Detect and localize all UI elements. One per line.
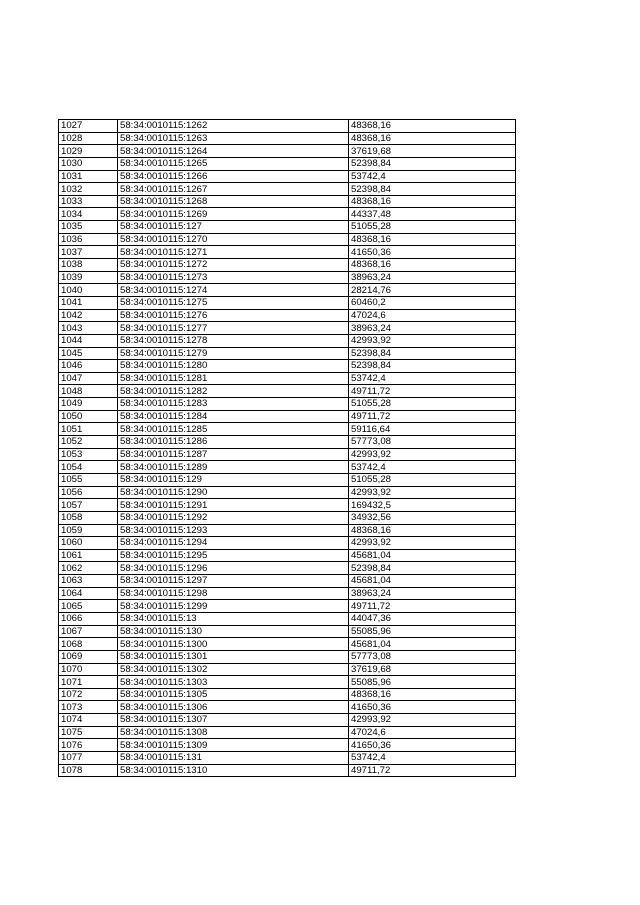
table-row (59, 284, 516, 297)
table-row (59, 259, 516, 272)
row-number-cell: 1063 (59, 575, 118, 588)
table-row (59, 145, 516, 158)
cadastral-number-cell: 58:34:0010115:1265 (118, 157, 349, 170)
table-row (59, 208, 516, 221)
table-row (59, 739, 516, 752)
row-number-cell: 1055 (59, 473, 118, 486)
cadastral-number-cell: 58:34:0010115:1293 (118, 524, 349, 537)
table-row (59, 221, 516, 234)
value-cell: 41650,36 (349, 701, 516, 714)
table-row (59, 473, 516, 486)
value-cell: 42993,92 (349, 334, 516, 347)
cadastral-number-cell: 58:34:0010115:1270 (118, 233, 349, 246)
value-cell: 52398,84 (349, 562, 516, 575)
cadastral-number-cell: 58:34:0010115:1302 (118, 663, 349, 676)
value-cell: 38963,24 (349, 587, 516, 600)
row-number-cell: 1036 (59, 233, 118, 246)
value-cell: 52398,84 (349, 360, 516, 373)
row-number-cell: 1046 (59, 360, 118, 373)
cadastral-number-cell: 58:34:0010115:1282 (118, 385, 349, 398)
value-cell: 52398,84 (349, 183, 516, 196)
table-row (59, 612, 516, 625)
data-table-body (59, 120, 516, 777)
cadastral-number-cell: 58:34:0010115:1295 (118, 549, 349, 562)
cadastral-number-cell: 58:34:0010115:1276 (118, 309, 349, 322)
value-cell: 49711,72 (349, 385, 516, 398)
table-row (59, 322, 516, 335)
value-cell: 51055,28 (349, 473, 516, 486)
value-cell: 44047,36 (349, 612, 516, 625)
value-cell: 48368,16 (349, 120, 516, 133)
table-row (59, 398, 516, 411)
row-number-cell: 1038 (59, 259, 118, 272)
cadastral-number-cell: 58:34:0010115:1289 (118, 461, 349, 474)
row-number-cell: 1074 (59, 714, 118, 727)
table-row (59, 638, 516, 651)
table-row (59, 436, 516, 449)
row-number-cell: 1041 (59, 296, 118, 309)
cadastral-number-cell: 58:34:0010115:1268 (118, 195, 349, 208)
table-row (59, 385, 516, 398)
table-row (59, 549, 516, 562)
cadastral-number-cell: 58:34:0010115:1263 (118, 132, 349, 145)
row-number-cell: 1035 (59, 221, 118, 234)
value-cell: 49711,72 (349, 410, 516, 423)
row-number-cell: 1068 (59, 638, 118, 651)
value-cell: 49711,72 (349, 764, 516, 777)
table-row (59, 360, 516, 373)
value-cell: 38963,24 (349, 322, 516, 335)
value-cell: 51055,28 (349, 221, 516, 234)
row-number-cell: 1050 (59, 410, 118, 423)
table-row (59, 246, 516, 259)
cadastral-number-cell: 58:34:0010115:1272 (118, 259, 349, 272)
table-row (59, 575, 516, 588)
table-row (59, 625, 516, 638)
table-row (59, 688, 516, 701)
cadastral-number-cell: 58:34:0010115:1262 (118, 120, 349, 133)
table-row (59, 726, 516, 739)
value-cell: 42993,92 (349, 448, 516, 461)
row-number-cell: 1075 (59, 726, 118, 739)
table-row (59, 650, 516, 663)
cadastral-number-cell: 58:34:0010115:1280 (118, 360, 349, 373)
table-row (59, 347, 516, 360)
row-number-cell: 1034 (59, 208, 118, 221)
row-number-cell: 1066 (59, 612, 118, 625)
row-number-cell: 1077 (59, 752, 118, 765)
table-row (59, 448, 516, 461)
table-row (59, 701, 516, 714)
cadastral-number-cell: 58:34:0010115:127 (118, 221, 349, 234)
value-cell: 53742,4 (349, 372, 516, 385)
row-number-cell: 1064 (59, 587, 118, 600)
cadastral-number-cell: 58:34:0010115:1275 (118, 296, 349, 309)
table-row (59, 499, 516, 512)
row-number-cell: 1057 (59, 499, 118, 512)
table-row (59, 120, 516, 133)
value-cell: 34932,56 (349, 511, 516, 524)
table-row (59, 587, 516, 600)
cadastral-number-cell: 58:34:0010115:1301 (118, 650, 349, 663)
cadastral-number-cell: 58:34:0010115:1299 (118, 600, 349, 613)
value-cell: 45681,04 (349, 549, 516, 562)
value-cell: 42993,92 (349, 486, 516, 499)
value-cell: 41650,36 (349, 246, 516, 259)
table-row (59, 183, 516, 196)
table-row (59, 195, 516, 208)
value-cell: 38963,24 (349, 271, 516, 284)
cadastral-number-cell: 58:34:0010115:129 (118, 473, 349, 486)
table-row (59, 562, 516, 575)
cadastral-number-cell: 58:34:0010115:130 (118, 625, 349, 638)
row-number-cell: 1049 (59, 398, 118, 411)
cadastral-number-cell: 58:34:0010115:1308 (118, 726, 349, 739)
row-number-cell: 1027 (59, 120, 118, 133)
cadastral-number-cell: 58:34:0010115:1305 (118, 688, 349, 701)
cadastral-number-cell: 58:34:0010115:1306 (118, 701, 349, 714)
cadastral-number-cell: 58:34:0010115:1286 (118, 436, 349, 449)
value-cell: 44337,48 (349, 208, 516, 221)
row-number-cell: 1067 (59, 625, 118, 638)
row-number-cell: 1032 (59, 183, 118, 196)
value-cell: 48368,16 (349, 688, 516, 701)
table-row (59, 170, 516, 183)
row-number-cell: 1033 (59, 195, 118, 208)
value-cell: 53742,4 (349, 752, 516, 765)
cadastral-number-cell: 58:34:0010115:1309 (118, 739, 349, 752)
row-number-cell: 1043 (59, 322, 118, 335)
value-cell: 59116,64 (349, 423, 516, 436)
row-number-cell: 1047 (59, 372, 118, 385)
value-cell: 42993,92 (349, 714, 516, 727)
cadastral-number-cell: 58:34:0010115:1300 (118, 638, 349, 651)
row-number-cell: 1061 (59, 549, 118, 562)
cadastral-number-cell: 58:34:0010115:1264 (118, 145, 349, 158)
cadastral-number-cell: 58:34:0010115:1310 (118, 764, 349, 777)
table-row (59, 537, 516, 550)
row-number-cell: 1071 (59, 676, 118, 689)
row-number-cell: 1028 (59, 132, 118, 145)
table-row (59, 132, 516, 145)
value-cell: 53742,4 (349, 461, 516, 474)
value-cell: 48368,16 (349, 195, 516, 208)
row-number-cell: 1065 (59, 600, 118, 613)
table-row (59, 752, 516, 765)
cadastral-number-cell: 58:34:0010115:1296 (118, 562, 349, 575)
table-row (59, 764, 516, 777)
row-number-cell: 1042 (59, 309, 118, 322)
cadastral-number-cell: 58:34:0010115:1267 (118, 183, 349, 196)
cadastral-number-cell: 58:34:0010115:1297 (118, 575, 349, 588)
row-number-cell: 1058 (59, 511, 118, 524)
cadastral-number-cell: 58:34:0010115:1284 (118, 410, 349, 423)
cadastral-number-cell: 58:34:0010115:1298 (118, 587, 349, 600)
value-cell: 57773,08 (349, 436, 516, 449)
value-cell: 169432,5 (349, 499, 516, 512)
row-number-cell: 1059 (59, 524, 118, 537)
value-cell: 48368,16 (349, 524, 516, 537)
table-row (59, 271, 516, 284)
row-number-cell: 1060 (59, 537, 118, 550)
table-row (59, 714, 516, 727)
table-row (59, 157, 516, 170)
table-row (59, 486, 516, 499)
cadastral-number-cell: 58:34:0010115:131 (118, 752, 349, 765)
row-number-cell: 1070 (59, 663, 118, 676)
value-cell: 48368,16 (349, 233, 516, 246)
table-row (59, 410, 516, 423)
row-number-cell: 1029 (59, 145, 118, 158)
value-cell: 51055,28 (349, 398, 516, 411)
row-number-cell: 1062 (59, 562, 118, 575)
cadastral-number-cell: 58:34:0010115:1290 (118, 486, 349, 499)
value-cell: 57773,08 (349, 650, 516, 663)
value-cell: 60460,2 (349, 296, 516, 309)
table-row (59, 233, 516, 246)
row-number-cell: 1076 (59, 739, 118, 752)
cadastral-number-cell: 58:34:0010115:1292 (118, 511, 349, 524)
table-row (59, 296, 516, 309)
cadastral-number-cell: 58:34:0010115:1277 (118, 322, 349, 335)
value-cell: 47024,6 (349, 309, 516, 322)
value-cell: 42993,92 (349, 537, 516, 550)
row-number-cell: 1053 (59, 448, 118, 461)
value-cell: 45681,04 (349, 638, 516, 651)
cadastral-number-cell: 58:34:0010115:1294 (118, 537, 349, 550)
row-number-cell: 1040 (59, 284, 118, 297)
cadastral-number-cell: 58:34:0010115:1283 (118, 398, 349, 411)
cadastral-number-cell: 58:34:0010115:13 (118, 612, 349, 625)
row-number-cell: 1056 (59, 486, 118, 499)
row-number-cell: 1044 (59, 334, 118, 347)
value-cell: 41650,36 (349, 739, 516, 752)
row-number-cell: 1054 (59, 461, 118, 474)
row-number-cell: 1052 (59, 436, 118, 449)
cadastral-number-cell: 58:34:0010115:1266 (118, 170, 349, 183)
table-row (59, 524, 516, 537)
row-number-cell: 1048 (59, 385, 118, 398)
table-row (59, 600, 516, 613)
row-number-cell: 1037 (59, 246, 118, 259)
cadastral-number-cell: 58:34:0010115:1279 (118, 347, 349, 360)
row-number-cell: 1051 (59, 423, 118, 436)
value-cell: 52398,84 (349, 347, 516, 360)
row-number-cell: 1030 (59, 157, 118, 170)
value-cell: 47024,6 (349, 726, 516, 739)
value-cell: 48368,16 (349, 132, 516, 145)
value-cell: 37619,68 (349, 145, 516, 158)
cadastral-number-cell: 58:34:0010115:1273 (118, 271, 349, 284)
cadastral-number-cell: 58:34:0010115:1274 (118, 284, 349, 297)
row-number-cell: 1045 (59, 347, 118, 360)
cadastral-number-cell: 58:34:0010115:1271 (118, 246, 349, 259)
cadastral-number-cell: 58:34:0010115:1281 (118, 372, 349, 385)
cadastral-number-cell: 58:34:0010115:1269 (118, 208, 349, 221)
row-number-cell: 1039 (59, 271, 118, 284)
value-cell: 48368,16 (349, 259, 516, 272)
row-number-cell: 1073 (59, 701, 118, 714)
table-row (59, 423, 516, 436)
row-number-cell: 1069 (59, 650, 118, 663)
table-row (59, 461, 516, 474)
table-row (59, 663, 516, 676)
cadastral-number-cell: 58:34:0010115:1285 (118, 423, 349, 436)
value-cell: 28214,76 (349, 284, 516, 297)
table-row (59, 309, 516, 322)
row-number-cell: 1072 (59, 688, 118, 701)
row-number-cell: 1078 (59, 764, 118, 777)
table-row (59, 372, 516, 385)
value-cell: 45681,04 (349, 575, 516, 588)
data-table (58, 119, 516, 777)
value-cell: 49711,72 (349, 600, 516, 613)
cadastral-number-cell: 58:34:0010115:1278 (118, 334, 349, 347)
cadastral-number-cell: 58:34:0010115:1291 (118, 499, 349, 512)
table-row (59, 511, 516, 524)
value-cell: 52398,84 (349, 157, 516, 170)
value-cell: 55085,96 (349, 676, 516, 689)
value-cell: 55085,96 (349, 625, 516, 638)
value-cell: 37619,68 (349, 663, 516, 676)
value-cell: 53742,4 (349, 170, 516, 183)
table-row (59, 676, 516, 689)
row-number-cell: 1031 (59, 170, 118, 183)
cadastral-number-cell: 58:34:0010115:1303 (118, 676, 349, 689)
table-row (59, 334, 516, 347)
cadastral-number-cell: 58:34:0010115:1287 (118, 448, 349, 461)
cadastral-number-cell: 58:34:0010115:1307 (118, 714, 349, 727)
